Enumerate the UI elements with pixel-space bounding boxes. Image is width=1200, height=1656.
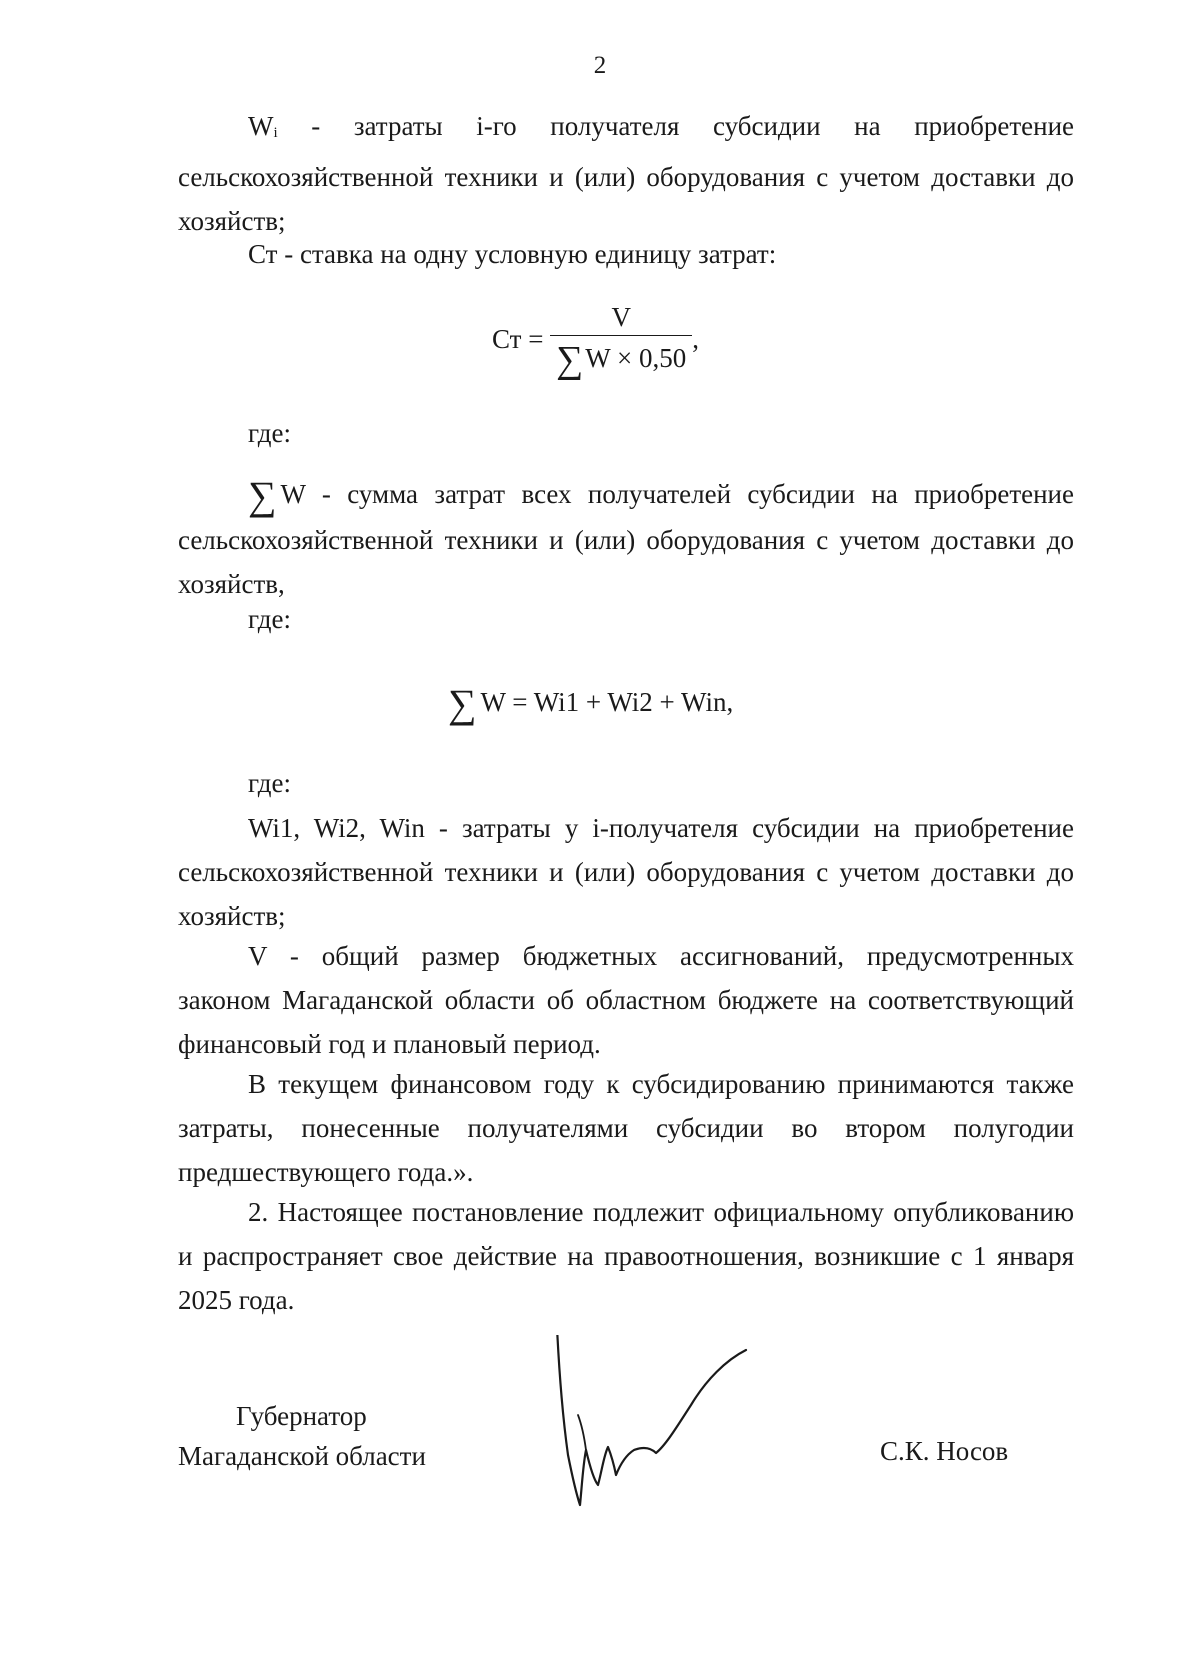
paragraph-item-2: 2. Настоящее постановление подлежит официальному опубликованию и распространяет свое действие на правоотношения, возникшие с 1 января 2025 года. xyxy=(178,1197,1074,1315)
sigma-symbol: ∑ xyxy=(556,339,584,381)
signature-title-line1: Губернатор xyxy=(236,1401,367,1431)
paragraph-st-definition: Ст - ставка на одну условную единицу затрат: xyxy=(248,239,777,269)
paragraph-wi123-definition: Wi1, Wi2, Win - затраты у i-получателя субсидии на приобретение сельскохозяйственной техники и (или) оборудования с учетом доставки до хозяйств; xyxy=(178,813,1074,931)
formula-st-trail: , xyxy=(692,324,700,355)
signature-title xyxy=(178,1396,428,1476)
wi-subscript: i xyxy=(273,125,278,141)
paragraph-v-definition: V - общий размер бюджетных ассигнований, предусмотренных законом Магаданской области об областном бюджете на соответствующий финансовый год и плановый период. xyxy=(178,941,1074,1059)
where-label-3: где: xyxy=(248,768,291,798)
formula-sumw-expr: W = Wi1 + Wi2 + Win, xyxy=(480,687,734,717)
formula-st-numerator: V xyxy=(550,302,692,336)
formula-st-denominator xyxy=(550,336,692,382)
sumw-symbol: W xyxy=(280,479,306,509)
formula-st xyxy=(492,302,699,382)
signatory-name: С.К. Носов xyxy=(880,1436,1009,1466)
page-number: 2 xyxy=(593,52,607,79)
paragraph-wi-definition xyxy=(178,104,1074,243)
paragraph-current-year: В текущем финансовом году к субсидированию принимаются также затраты, понесенные получателями субсидии во втором полугодии предшествующего года.». xyxy=(178,1069,1074,1187)
formula-sumw xyxy=(448,680,733,727)
handwritten-signature xyxy=(556,1335,756,1515)
formula-st-denominator-expr: W × 0,50 xyxy=(585,343,687,373)
signature-title-line2: Магаданской области xyxy=(178,1441,426,1471)
wi-definition-text: - затраты i-го получателя субсидии на приобретение сельскохозяйственной техники и (или) оборудования с учетом доставки до хозяйств; xyxy=(178,111,1074,236)
sigma-symbol: ∑ xyxy=(448,681,477,726)
wi-symbol: W xyxy=(248,111,274,141)
sigma-symbol: ∑ xyxy=(248,473,277,518)
sumw-definition-text: - сумма затрат всех получателей субсидии на приобретение сельскохозяйственной техники и (или) оборудования с учетом доставки до хозяйств, xyxy=(178,479,1074,599)
formula-st-fraction xyxy=(550,302,692,382)
where-label-1: где: xyxy=(248,418,291,448)
formula-st-lhs: Ст = xyxy=(492,324,544,355)
paragraph-sumw-definition xyxy=(178,472,1074,606)
where-label-2: где: xyxy=(248,604,291,634)
